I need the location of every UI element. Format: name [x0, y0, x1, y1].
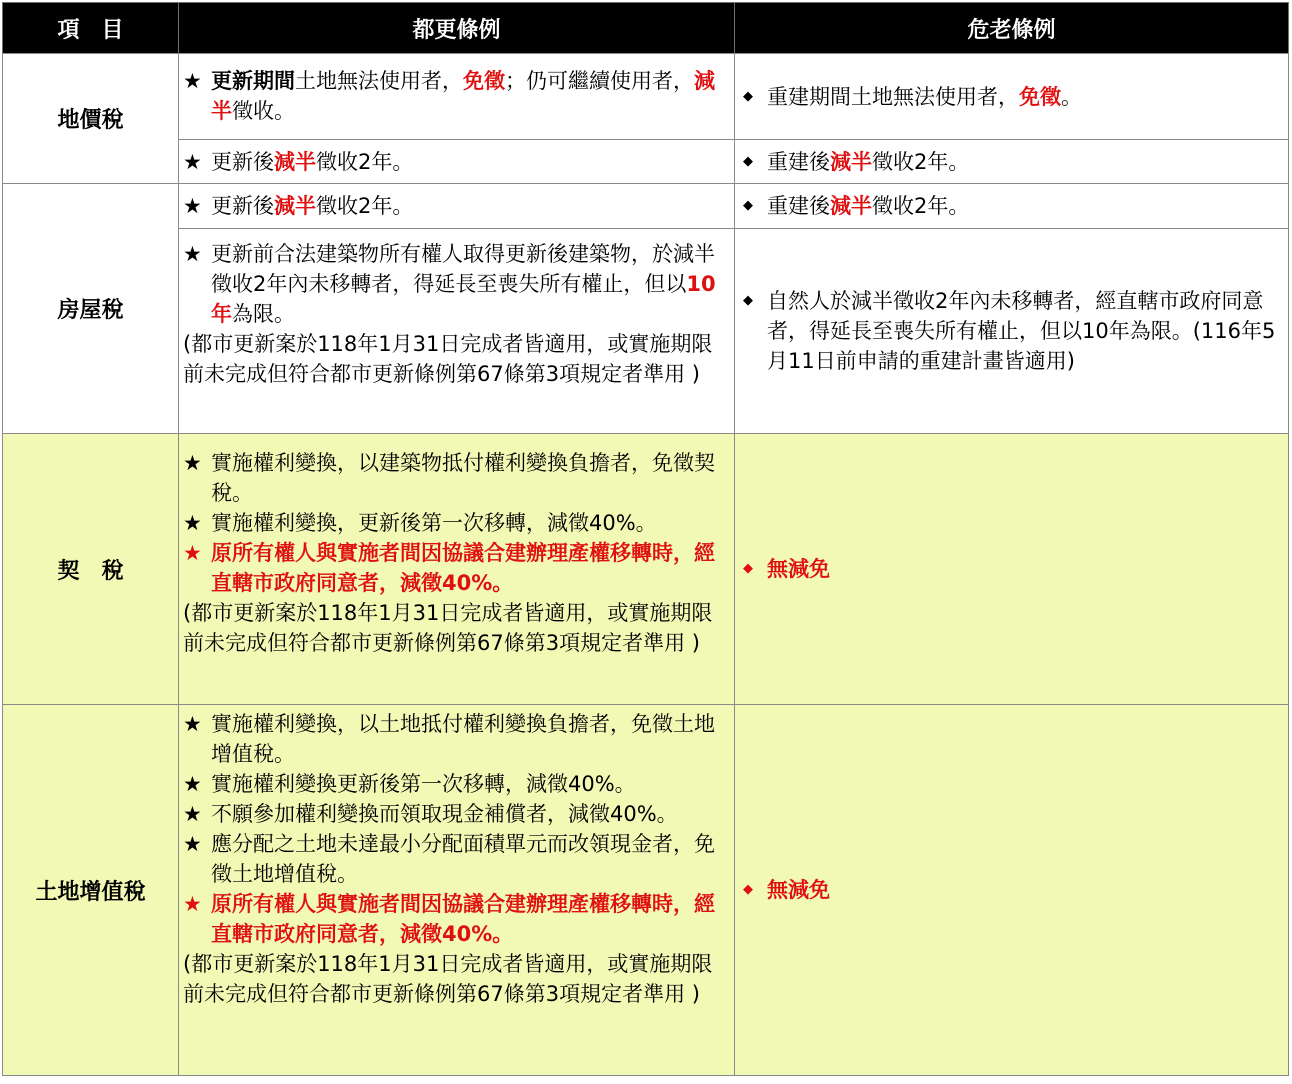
- star-icon: ★: [183, 772, 202, 796]
- land-increment-urban: ★ 實施權利變換，以土地抵付權利變換負擔者，免徵土地增值稅。 ★ 實施權利變換更新後第一次移轉，減徵40%。 ★ 不願參加權利變換而領取現金補償者，減徵40%。 ★ 應分配之土地未達最小分配面積單元而改領現金者，免徵土地增值稅。 ★ 原所有權人與實施者間因協議合建辦理產權移轉時，經直轄市政府同意者，減徵40%。 (都市更新案於118年1月31日完成者皆適用，或實施期限前未完成但符合都市更新條例第67條第3項規定者準用 ): [178, 704, 735, 1076]
- header-old-building: 危老條例: [734, 2, 1289, 54]
- row-label-land-value-tax: 地價稅: [2, 53, 179, 184]
- house-tax-old-1: ◆ 重建後減半徵收2年。: [734, 183, 1289, 229]
- diamond-icon: ◆: [743, 198, 753, 213]
- land-value-urban-2: ★ 更新後減半徵收2年。: [178, 139, 735, 184]
- diamond-icon: ◆: [743, 88, 753, 104]
- star-icon: ★: [183, 541, 202, 565]
- applicability-note: (都市更新案於118年1月31日完成者皆適用，或實施期限前未完成但符合都市更新條例第67條第3項規定者準用 ): [183, 601, 713, 655]
- land-increment-old: ◆ 無減免: [734, 704, 1289, 1076]
- header-item: 項 目: [2, 2, 179, 54]
- diamond-icon: ◆: [743, 561, 753, 576]
- star-icon: ★: [183, 511, 202, 535]
- deed-tax-old: ◆ 無減免: [734, 433, 1289, 705]
- star-icon: ★: [183, 712, 202, 736]
- star-icon: ★: [183, 69, 202, 93]
- star-icon: ★: [183, 149, 202, 174]
- diamond-icon: ◆: [743, 293, 753, 308]
- land-value-urban-1: ★ 更新期間土地無法使用者，免徵；仍可繼續使用者，減半徵收。: [178, 53, 735, 140]
- row-label-deed-tax: 契 稅: [2, 433, 179, 705]
- land-value-old-1: ◆ 重建期間土地無法使用者，免徵。: [734, 53, 1289, 140]
- deed-tax-urban: ★ 實施權利變換，以建築物抵付權利變換負擔者，免徵契稅。 ★ 實施權利變換，更新後第一次移轉，減徵40%。 ★ 原所有權人與實施者間因協議合建辦理產權移轉時，經直轄市政府同意者，減徵40%。 (都市更新案於118年1月31日完成者皆適用，或實施期限前未完成但符合都市更新條例第67條第3項規定者準用 ): [178, 433, 735, 705]
- land-value-old-2: ◆ 重建後減半徵收2年。: [734, 139, 1289, 184]
- house-tax-urban-1: ★ 更新後減半徵收2年。: [178, 183, 735, 229]
- row-label-house-tax: 房屋稅: [2, 183, 179, 434]
- house-tax-urban-2: ★ 更新前合法建築物所有權人取得更新後建築物，於減半徵收2年內未移轉者，得延長至喪失所有權止，但以10年為限。 (都市更新案於118年1月31日完成者皆適用，或實施期限前未完成但符合都市更新條例第67條第3項規定者準用 ): [178, 228, 735, 434]
- star-icon: ★: [183, 892, 202, 916]
- star-icon: ★: [183, 194, 202, 218]
- star-icon: ★: [183, 802, 202, 826]
- diamond-icon: ◆: [743, 153, 753, 169]
- diamond-icon: ◆: [743, 882, 753, 897]
- star-icon: ★: [183, 242, 202, 266]
- star-icon: ★: [183, 832, 202, 856]
- header-urban-renewal: 都更條例: [178, 2, 735, 54]
- applicability-note: (都市更新案於118年1月31日完成者皆適用，或實施期限前未完成但符合都市更新條例第67條第3項規定者準用 ): [183, 332, 713, 386]
- house-tax-old-2: ◆ 自然人於減半徵收2年內未移轉者，經直轄市政府同意者，得延長至喪失所有權止，但以10年為限。(116年5月11日前申請的重建計畫皆適用): [734, 228, 1289, 434]
- star-icon: ★: [183, 451, 202, 475]
- applicability-note: (都市更新案於118年1月31日完成者皆適用，或實施期限前未完成但符合都市更新條例第67條第3項規定者準用 ): [183, 952, 713, 1006]
- row-label-land-increment-tax: 土地增值稅: [2, 704, 179, 1076]
